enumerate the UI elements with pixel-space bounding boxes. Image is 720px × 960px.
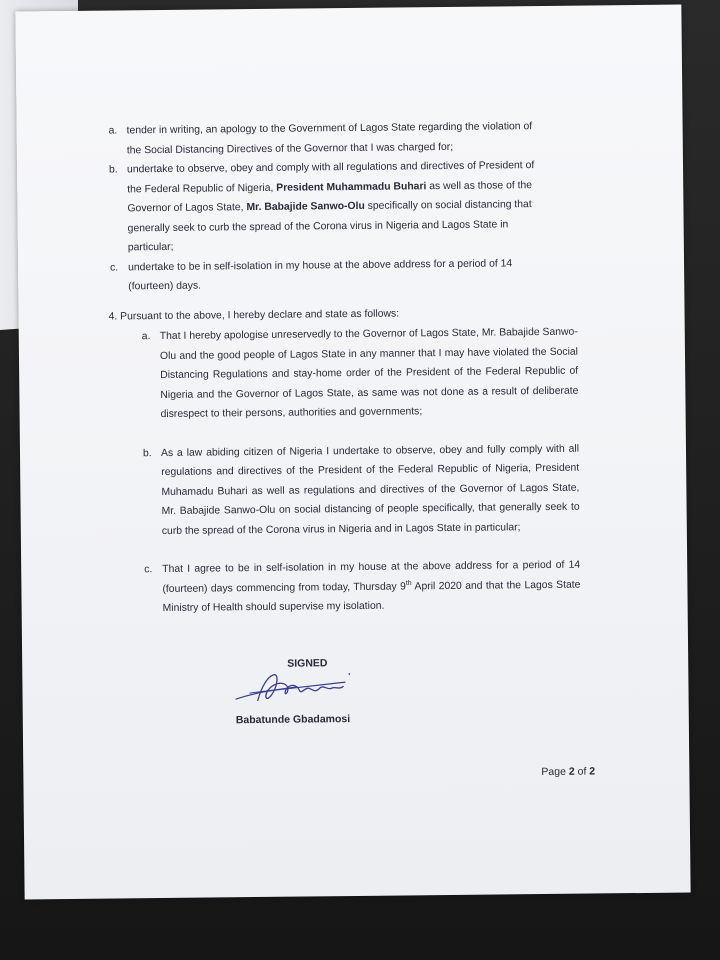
document-page — [15, 5, 690, 900]
declaration-list — [142, 323, 581, 619]
paragraph-text: Pursuant to the above, I hereby declare and state as follows: — [120, 308, 400, 323]
signed-label: SIGNED — [287, 657, 328, 670]
list-item — [109, 156, 545, 258]
page-number-of: of — [574, 765, 590, 778]
list-item-text: As a law abiding citizen of Nigeria I undertake to observe, obey and fully comply with all regulations and directives of the President of the Federal Republic of Nigeria, President Muhamadu Buhari as well as regulations and directives of the Governor of Lagos State, Mr. Babajide Sanwo-Olu on social distancing of people specifically, that generally seek to curb the spread of the Corona virus in Nigeria and in Lagos State in particular; — [160, 443, 580, 537]
page-content — [15, 5, 690, 900]
list-item — [142, 323, 579, 425]
signature-block — [227, 654, 367, 727]
list-item-text: undertake to be in self-isolation in my house at the above address for a period of 14 (fourteen) days. — [127, 257, 513, 293]
page-number-prefix: Page — [541, 765, 569, 779]
list-marker: b. — [108, 164, 118, 176]
list-marker: a. — [108, 125, 118, 137]
list-item — [143, 439, 580, 541]
list-item — [144, 556, 581, 619]
ordinal-suffix: th — [405, 579, 412, 587]
list-item-text-mid: as well as those of the Governor of Lagos State, — [127, 179, 533, 215]
list-marker: c. — [144, 564, 153, 576]
signatory-name: Babatunde Gbadamosi — [235, 713, 351, 727]
page-number — [541, 762, 595, 782]
list-item-text: That I agree to be in self-isolation in my house at the above address for a period of 14 (fourteen) days commencing from today, Thursday 9 — [162, 559, 581, 595]
list-item-text-post: April 2020 and that the Lagos State Ministry of Health should supervise my isolation. — [162, 579, 581, 615]
list-marker: a. — [141, 331, 151, 343]
list-item-text-post: specifically on social distancing that generally seek to curb the spread of the Corona virus in Nigeria and Lagos State in particular; — [127, 199, 532, 254]
list-item — [110, 253, 545, 297]
list-marker: c. — [109, 261, 119, 274]
list-item-text: tender in writing, an apology to the Government of Lagos State regarding the violation of the Social Distancing Directives of the Governor that I was charged for; — [126, 121, 533, 156]
list-item-text: undertake to observe, obey and comply with all regulations and directives of President of the Federal Republic of Nigeria, — [126, 160, 535, 195]
paragraph-number: 4. — [108, 311, 118, 323]
undertaking-list-first — [109, 117, 546, 297]
list-marker: b. — [142, 447, 152, 459]
bold-name-governor: Mr. Babajide Sanwo-Olu — [246, 200, 365, 214]
list-item — [109, 117, 544, 161]
page-number-current: 2 — [568, 765, 575, 778]
bold-name-president: President Muhammadu Buhari — [276, 180, 427, 194]
list-item-text: That I hereby apologise unreservedly to the Governor of Lagos State, Mr. Babajide Sanwo-Olu and the good people of Lagos State in any manner that I may have violated the Social Distancing Regulations and stay-home order of the President of the Federal Republic of Nigeria and the Governor of Lagos State, as same was not done as a result of deliberate disrespect to their persons, authorities and governments; — [159, 326, 579, 421]
handwritten-signature — [227, 668, 357, 709]
page-number-total: 2 — [589, 765, 596, 778]
